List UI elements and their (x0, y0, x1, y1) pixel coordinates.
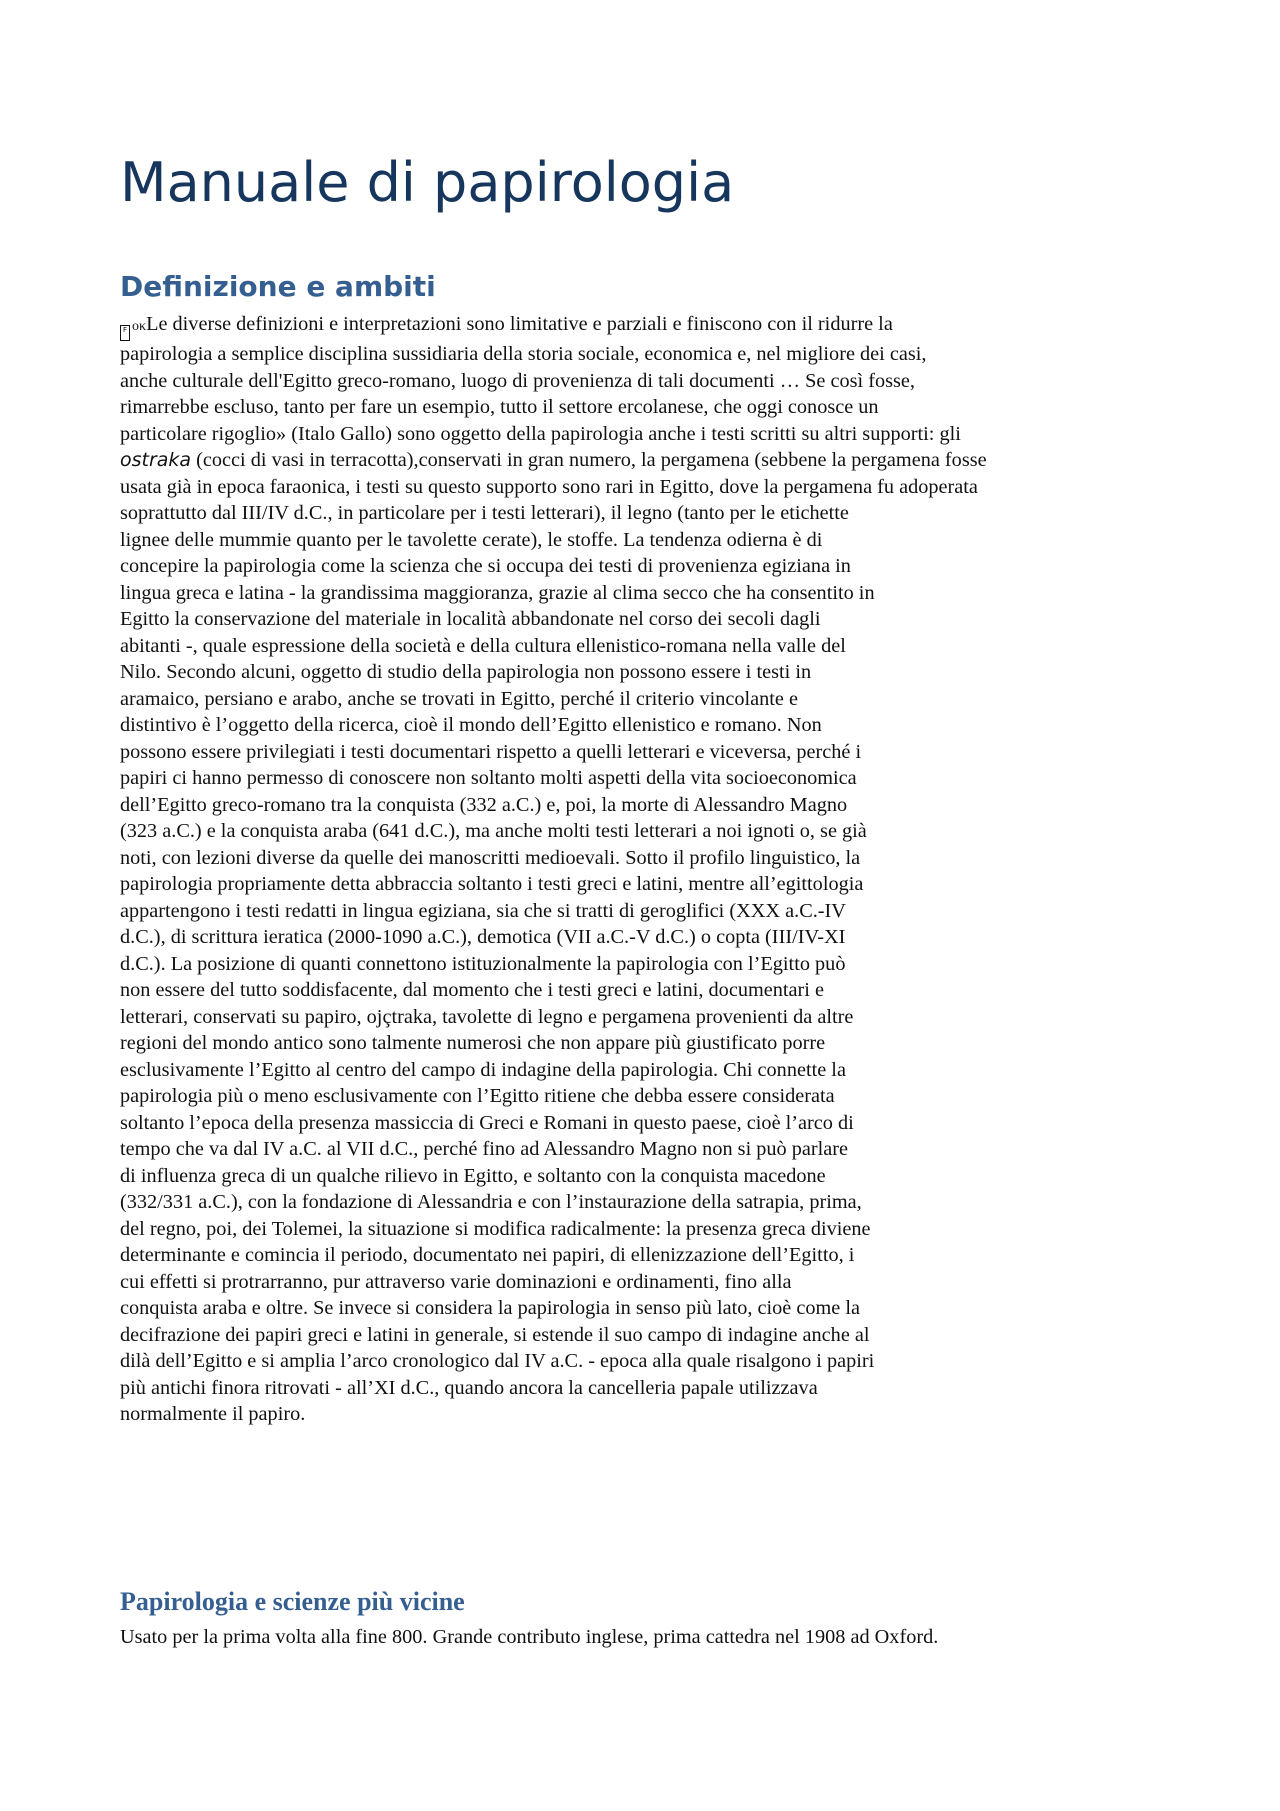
italic-term: ostraka (120, 449, 192, 471)
section-heading-scienze: Papirologia e scienze più vicine (120, 1587, 465, 1616)
text-line: cui effetti si protrarranno, pur attraverso varie dominazioni e ordinamenti, fino alla (120, 1270, 792, 1293)
text-line: anche culturale dell'Egitto greco-romano, luogo di provenienza di tali documenti … Se così fosse, (120, 369, 915, 392)
text-line: soprattutto dal III/IV d.C., in particolare per i testi letterari), il legno (tanto per le etichette (120, 502, 849, 524)
section-body-definizione (120, 311, 1170, 1428)
text-line: Egitto la conservazione del materiale in località abbandonate nel corso dei secoli dagli (120, 608, 821, 630)
text-line: papirologia propriamente detta abbraccia soltanto i testi greci e latini, mentre all’egittologia (120, 873, 864, 895)
text-line: papiri ci hanno permesso di conoscere non soltanto molti aspetti della vita socioeconomica (120, 767, 857, 789)
text-line: particolare rigoglio» (Italo Gallo) sono oggetto della papirologia anche i testi scritti su altri supporti: gli (120, 422, 961, 445)
text-line: d.C.), di scrittura ieratica (2000-1090 a.C.), demotica (VII a.C.-V d.C.) o copta (III/IV-XI (120, 926, 846, 948)
text-line: usata già in epoca faraonica, i testi su questo supporto sono rari in Egitto, dove la pergamena fu adoperata (120, 475, 978, 498)
text-line: possono essere privilegiati i testi documentari rispetto a quelli letterari e viceversa, perché i (120, 740, 862, 763)
text-line: distintivo è l’oggetto della ricerca, cioè il mondo dell’Egitto ellenistico e romano. Non (120, 714, 822, 736)
text-line: lingua greca e latina - la grandissima maggioranza, grazie al clima secco che ha consentito in (120, 581, 875, 604)
section-heading-definizione: Definizione e ambiti (120, 270, 436, 303)
section-paragraph-scienze: Usato per la prima volta alla fine 800. Grande contributo inglese, prima cattedra nel 1908 ad Oxford. (120, 1626, 939, 1648)
text-line: del regno, poi, dei Tolemei, la situazione si modifica radicalmente: la presenza greca diviene (120, 1217, 871, 1240)
text-line: noti, con lezioni diverse da quelle dei manoscritti medioevali. Sotto il profilo linguistico, la (120, 846, 861, 869)
text-line: appartengono i testi redatti in lingua egiziana, sia che si tratti di geroglifici (XXX a.C.-IV (120, 899, 846, 922)
document-title: Manuale di papirologia (120, 151, 735, 214)
text-line: F οκLe diverse definizioni e interpretazioni sono limitative e parziali e finiscono con il ridurre la (120, 311, 1170, 341)
text-line: abitanti -, quale espressione della società e della cultura ellenistico-romana nella valle del (120, 634, 846, 657)
missing-glyph-icon: F (120, 325, 130, 341)
text-line: più antichi finora ritrovati - all’XI d.C., quando ancora la cancelleria papale utilizzava (120, 1376, 818, 1399)
text-line: d.C.). La posizione di quanti connettono istituzionalmente la papirologia con l’Egitto può (120, 952, 846, 975)
text-line: letterari, conservati su papiro, ojçtraka, tavolette di legno e pergamena provenienti da altre (120, 1005, 854, 1028)
glyph-tail: οκ (132, 319, 147, 334)
text-line: regioni del mondo antico sono talmente numerosi che non appare più giustificato porre (120, 1032, 826, 1054)
text-line: rimarrebbe escluso, tanto per fare un esempio, tutto il settore ercolanese, che oggi conosce un (120, 396, 879, 418)
text-line: non essere del tutto soddisfacente, dal momento che i testi greci e latini, documentari e (120, 979, 824, 1001)
text-line: soltanto l’epoca della presenza massiccia di Greci e Romani in questo paese, cioè l’arco di (120, 1111, 854, 1134)
text-line: normalmente il papiro. (120, 1403, 306, 1425)
text-line: Nilo. Secondo alcuni, oggetto di studio della papirologia non possono essere i testi in (120, 661, 812, 683)
text-line: decifrazione dei papiri greci e latini in generale, si estende il suo campo di indagine anche al (120, 1323, 870, 1346)
text-line: concepire la papirologia come la scienza che si occupa dei testi di provenienza egiziana in (120, 555, 851, 577)
text-line: determinante e comincia il periodo, documentato nei papiri, di ellenizzazione dell’Egitto, i (120, 1244, 855, 1266)
text-line: esclusivamente l’Egitto al centro del campo di indagine della papirologia. Chi connette la (120, 1058, 846, 1081)
text-line: papirologia più o meno esclusivamente con l’Egitto ritiene che debba essere considerata (120, 1085, 835, 1107)
text-line: dilà dell’Egitto e si amplia l’arco cronologico dal IV a.C. - epoca alla quale risalgono i papiri (120, 1350, 875, 1372)
text-line: di influenza greca di un qualche rilievo in Egitto, e soltanto con la conquista macedone (120, 1164, 826, 1187)
text-line: lignee delle mummie quanto per le tavolette cerate), le stoffe. La tendenza odierna è di (120, 528, 823, 551)
text-line: papirologia a semplice disciplina sussidiaria della storia sociale, economica e, nel migliore dei casi, (120, 343, 927, 365)
text-line: (332/331 a.C.), con la fondazione di Alessandria e con l’instaurazione della satrapia, prima, (120, 1191, 862, 1213)
text-line: conquista araba e oltre. Se invece si considera la papirologia in senso più lato, cioè come la (120, 1297, 861, 1319)
text-line: dell’Egitto greco-romano tra la conquista (332 a.C.) e, poi, la morte di Alessandro Magno (120, 793, 848, 816)
text-line: tempo che va dal IV a.C. al VII d.C., perché fino ad Alessandro Magno non si può parlare (120, 1138, 849, 1160)
text-line: aramaico, persiano e arabo, anche se trovati in Egitto, perché il criterio vincolante e (120, 687, 798, 710)
text-line: ostraka (cocci di vasi in terracotta),conservati in gran numero, la pergamena (sebbene la pergamena fosse (120, 449, 987, 471)
text-line: (323 a.C.) e la conquista araba (641 d.C.), ma anche molti testi letterari a noi ignoti o, se già (120, 820, 867, 842)
